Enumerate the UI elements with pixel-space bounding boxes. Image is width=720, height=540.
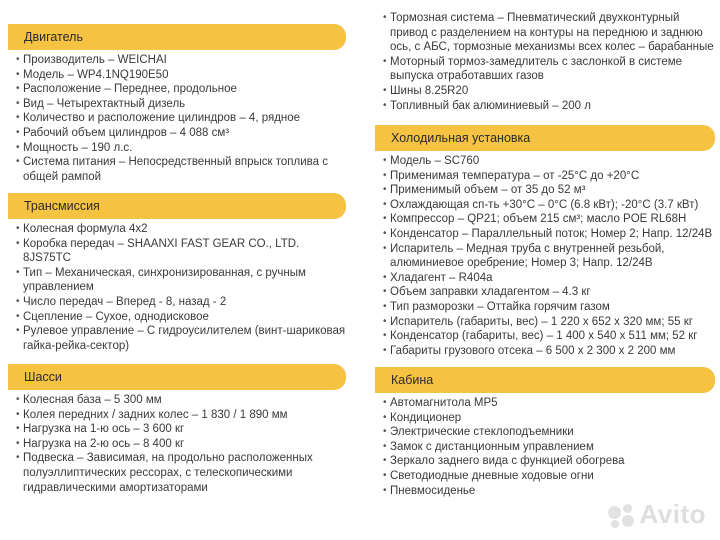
engine-header: Двигатель [8,24,346,50]
list-item: • Мощность – 190 л.с. [16,141,348,156]
list-item: • Расположение – Переднее, продольное [16,82,348,97]
misc-section [375,11,715,113]
refrigeration-header: Холодильная установка [375,125,715,151]
list-item: • Зеркало заднего вида с функцией обогрева [383,454,715,469]
list-item: • Светодиодные дневные ходовые огни [383,469,715,484]
list-item: • Шины 8.25R20 [383,84,715,99]
list-item: • Охлаждающая сп-ть +30°С – 0°С (6.8 кВт); -20°С (3.7 кВт) [383,198,715,213]
list-item: • Производитель – WEICHAI [16,53,348,68]
list-item: • Колесная формула 4х2 [16,222,348,237]
list-item: • Автомагнитола MP5 [383,396,715,411]
list-item: • Пневмосиденье [383,484,715,499]
list-item: • Конденсатор – Параллельный поток; Номер 2; Напр. 12/24В [383,227,715,242]
cabin-section [375,367,715,498]
list-item: • Подвеска – Зависимая, на продольно расположенных полуэллиптических рессорах, с телескопическими гидравлическими амортизаторами [16,451,348,495]
list-item: • Вид – Четырехтактный дизель [16,97,348,112]
list-item: • Сцепление – Сухое, однодисковое [16,310,348,325]
cabin-list [375,396,715,498]
refrigeration-list [375,154,715,358]
avito-logo-icon [608,504,636,528]
list-item: • Рулевое управление – С гидроусилителем (винт-шариковая гайка-рейка-сектор) [16,324,348,353]
list-item: • Модель – WP4.1NQ190E50 [16,68,348,83]
list-item: • Коробка передач – SHAANXI FAST GEAR CO., LTD. 8JS75TC [16,237,348,266]
list-item: • Применимая температура – от -25°С до +20°С [383,169,715,184]
list-item: • Количество и расположение цилиндров – 4, рядное [16,111,348,126]
list-item: • Тормозная система – Пневматический двухконтурный привод с разделением на контуры на переднюю и заднюю ось, с АБС, тормозные механизмы всех колес – барабанные [383,11,715,55]
list-item: • Нагрузка на 2-ю ось – 8 400 кг [16,437,348,452]
misc-list [375,11,715,113]
list-item: • Габариты грузового отсека – 6 500 x 2 300 x 2 200 мм [383,344,715,359]
list-item: • Число передач – Вперед - 8, назад - 2 [16,295,348,310]
refrigeration-section [375,125,715,358]
list-item: • Модель – SC760 [383,154,715,169]
cabin-header: Кабина [375,367,715,393]
chassis-section [8,364,348,495]
list-item: • Топливный бак алюминиевый – 200 л [383,99,715,114]
list-item: • Тип – Механическая, синхронизированная, с ручным управлением [16,266,348,295]
chassis-list [8,393,348,495]
list-item: • Колесная база – 5 300 мм [16,393,348,408]
list-item: • Рабочий объем цилиндров – 4 088 см³ [16,126,348,141]
engine-list [8,53,348,184]
list-item: • Объем заправки хладагентом – 4.3 кг [383,285,715,300]
list-item: • Применимый объем – от 35 до 52 м³ [383,183,715,198]
list-item: • Колея передних / задних колес – 1 830 / 1 890 мм [16,408,348,423]
engine-section [8,24,348,184]
list-item: • Тип разморозки – Оттайка горячим газом [383,300,715,315]
watermark-text: Avito [639,499,706,529]
list-item: • Испаритель (габариты, вес) – 1 220 x 652 x 320 мм; 55 кг [383,315,715,330]
list-item: • Замок с дистанционным управлением [383,440,715,455]
list-item: • Испаритель – Медная труба с внутренней резьбой, алюминиевое оребрение; Номер 3; Напр. 12/24В [383,242,715,271]
list-item: • Кондиционер [383,411,715,426]
list-item: • Система питания – Непосредственный впрыск топлива с общей рампой [16,155,348,184]
list-item: • Моторный тормоз-замедлитель с заслонкой в системе выпуска отработавших газов [383,55,715,84]
list-item: • Электрические стеклоподъемники [383,425,715,440]
list-item: • Нагрузка на 1-ю ось – 3 600 кг [16,422,348,437]
transmission-header: Трансмиссия [8,193,346,219]
list-item: • Компрессор – QP21; объем 215 см³; масло POE RL68H [383,212,715,227]
chassis-header: Шасси [8,364,346,390]
list-item: • Хладагент – R404a [383,271,715,286]
list-item: • Конденсатор (габариты, вес) – 1 400 x 540 x 511 мм; 52 кг [383,329,715,344]
transmission-section [8,193,348,353]
transmission-list [8,222,348,353]
avito-watermark [608,499,706,530]
